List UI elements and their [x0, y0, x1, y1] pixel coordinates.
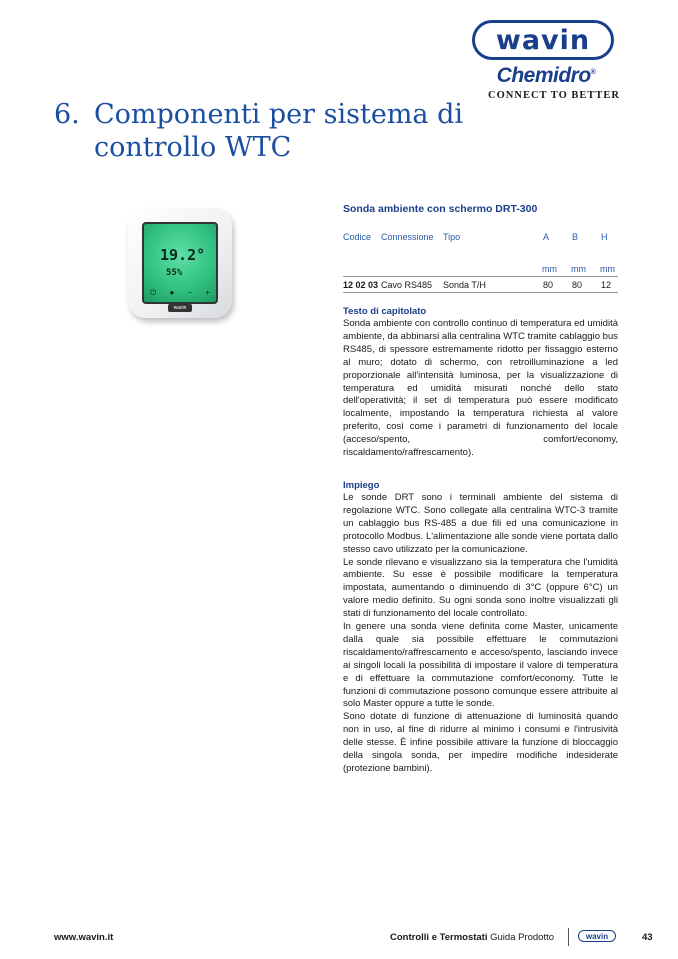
thermostat-buttons [150, 288, 210, 298]
plus-icon: + [205, 288, 210, 297]
unit-a: mm [542, 264, 557, 274]
registered-mark: ® [590, 69, 596, 76]
power-icon: ⏻ [150, 288, 157, 297]
footer-doc-rest: Guida Prodotto [487, 932, 555, 943]
page-number: 43 [642, 932, 653, 943]
unit-b: mm [571, 264, 586, 274]
section-paragraph: Le sonde DRT sono i terminali ambiente del sistema di regolazione WTC. Sono collegate alla centralina WTC-3 tramite un cablaggio bus RS-485 a due fili ed una comunicazione in protocollo Modbus. L'alimentazione alle sonde viene portata dallo stesso cavo utilizzato per la comunicazione. [343, 491, 618, 555]
col-header-codice: Codice [343, 232, 372, 242]
table-divider-bottom [343, 292, 618, 293]
cell-h: 12 [601, 280, 612, 290]
section-paragraph: Sonda ambiente con controllo continuo di temperatura ed umidità ambiente, da abbinarsi alla centralina WTC tramite cablaggio bus RS485, di spessore estremamente ridotto per fissaggio esterno al muro; dotato di schermo, con retroilluminazione a led proporzionale all'intensità luminosa, per la visualizzazione di temperatura ed umidità misurati nonché dello stato dell'operatività; il set di temperatura può essere modificato localmente, impostando la temperatura richiesta al valore preferito, così come i parametri di funzionamento del locale (acceso/spento, comfort/economy, riscaldamento/raffrescamento). [343, 318, 618, 459]
section-impiego [343, 480, 618, 776]
thermostat-brand-label: wavin [168, 304, 192, 312]
cell-connessione: Cavo RS485 [381, 280, 433, 290]
spec-table [343, 232, 618, 292]
chapter-title: Componenti per sistema di controllo WTC [94, 99, 464, 163]
footer-doc-title [390, 932, 554, 943]
section-title: Impiego [343, 479, 380, 491]
section-paragraph: Le sonde rilevano e visualizzano sia la temperatura che l'umidità ambiente. Su esse è possibile modificare la temperatura impostata, aumentando o diminuendo di 3°C (oppure 6°C) un valore medio definito. Su ogni sonda sono inoltre visualizzati gli stati di funzionamento del locale controllato. [343, 556, 618, 620]
thermostat-image [128, 208, 236, 322]
product-section [343, 203, 618, 776]
droplet-icon: ● [169, 288, 175, 297]
table-divider-top [343, 276, 618, 277]
thermostat-screen [142, 222, 218, 304]
section-capitolato [343, 306, 618, 460]
section-title: Testo di capitolato [343, 306, 427, 317]
brand-tagline: CONNECT TO BETTER [488, 90, 620, 101]
thermostat-humidity-readout: 55% [166, 268, 183, 278]
col-header-tipo: Tipo [443, 232, 461, 242]
footer-separator [568, 928, 569, 946]
wavin-logo-mark: wavin [472, 20, 614, 60]
cell-tipo: Sonda T/H [443, 280, 486, 290]
col-header-h: H [601, 232, 608, 242]
chemidro-text: Chemidro [496, 64, 591, 87]
unit-h: mm [600, 264, 615, 274]
cell-a: 80 [543, 280, 554, 290]
footer-website[interactable]: www.wavin.it [54, 932, 114, 943]
chemidro-logo [472, 64, 620, 88]
page-footer [54, 930, 653, 946]
footer-doc-bold: Controlli e Termostati [390, 932, 488, 943]
col-header-b: B [572, 232, 579, 242]
footer-wavin-logo: wavin [578, 930, 616, 942]
chapter-number: 6. [54, 99, 80, 130]
cell-b: 80 [572, 280, 583, 290]
col-header-a: A [543, 232, 550, 242]
product-title: Sonda ambiente con schermo DRT-300 [343, 203, 538, 215]
thermostat-temp-readout: 19.2° [160, 246, 206, 264]
col-header-connessione: Connessione [381, 232, 434, 242]
section-paragraph: Sono dotate di funzione di attenuazione di luminosità quando non in uso, al fine di ridurre al minimo i consumi e l'intrusività delle stesse. È infine possibile attivare la funzione di bloccaggio della singola sonda, per impedire modifiche indesiderate (protezione bambini). [343, 711, 618, 774]
section-paragraph: In genere una sonda viene definita come Master, unicamente dalla quale sia possibile effettuare le commutazioni riscaldamento/raffrescamento e acceso/spento, lasciando invece ai singoli locali la possibilità di impostare il valore di temperatura e di effettuare la commutazione comfort/economy. Tutte le funzioni di commutazione possono comunque essere attribuite al solo Master oppure a tutte le sonde. [343, 621, 618, 710]
minus-icon: − [187, 288, 193, 297]
wavin-logo [472, 20, 620, 101]
cell-codice: 12 02 03 [343, 280, 379, 290]
